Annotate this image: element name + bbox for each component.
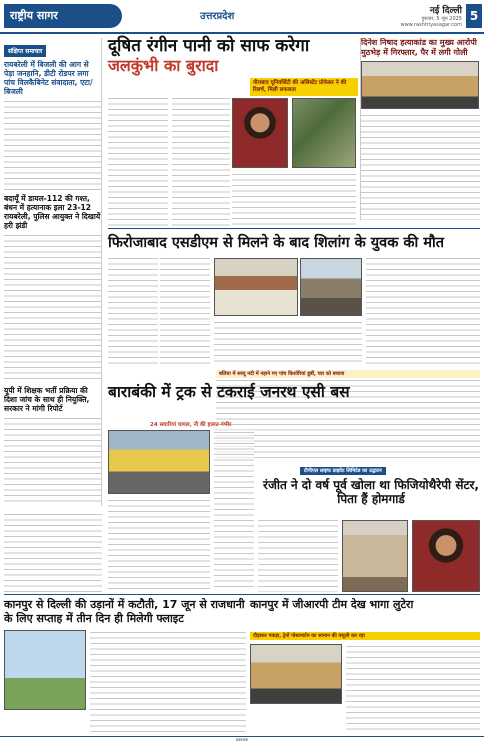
- kanpur-grp-body: [346, 644, 480, 732]
- bus-accident-photo: [108, 430, 210, 494]
- ranjit-headline: रंजीत ने दो वर्ष पूर्व खोला था फिजियोथैरेपी सेंटर, पिता हैं होमगार्ड: [263, 478, 479, 507]
- firozabad-headline: फिरोजाबाद एसडीएम से मिलने के बाद शिलांग के युवक की मौत: [108, 235, 445, 251]
- water-hyacinth-photo: [292, 98, 356, 168]
- left-story-1-headline: रायबरेली में बिजली की आग से पेड़ा जनहानि, डीटी रोडपर लगा पांच विलकैबिनेट संवादाता, एटा/बिजली: [4, 60, 93, 96]
- arrest-photo: [361, 61, 479, 109]
- barabanki-headline: बाराबंकी में ट्रक से टकराई जनरथ एसी बस: [108, 383, 350, 401]
- left-story-3-headline: यूपी में शिक्षक भर्ती प्रक्रिया की दिशा जांच के साथ ही नियुक्ति, सरकार ने मांगी रिपोर्ट: [4, 386, 90, 413]
- barabanki-body-col-2: [214, 430, 254, 590]
- kanpur-flights-body: [90, 630, 246, 732]
- firozabad-body-col-3: [214, 320, 362, 366]
- youth-photo: [300, 258, 362, 316]
- barabanki-subhead: 24 सवारियां घायल, नौ की हालत गंभीर: [150, 422, 232, 428]
- right-story-body: [361, 113, 480, 220]
- firozabad-body-col-1: [108, 256, 158, 366]
- section-title: उत्तरप्रदेश: [200, 11, 235, 22]
- left-story-2-body: [4, 233, 101, 383]
- firozabad-body-col-2: [160, 256, 210, 366]
- newspaper-brand: राष्ट्रीय सागर: [4, 4, 122, 28]
- masthead: [0, 0, 484, 34]
- ranjit-photo: [412, 520, 480, 592]
- edition-date: गुरुवार, 5 जून 2025: [421, 16, 462, 22]
- lead-headline-2: जलकुंभी का बुरादा: [108, 56, 219, 75]
- left-story-3-continued: [4, 512, 102, 592]
- page-footer: प्रकाशक: [0, 736, 484, 742]
- left-story-2-headline: बदायूँ में डायल-112 की गश्त, बंधन में हत्यानाक इला 23-12 रायबरेली, पुलिस आयुक्त ने दिखायें हरी झंडी: [4, 194, 101, 230]
- bottom-divider: [4, 594, 480, 595]
- left-story-3-body: [4, 416, 101, 506]
- firozabad-body-col-4: [366, 256, 480, 366]
- edition-city: नई दिल्ली: [429, 6, 462, 16]
- clinic-photo: [342, 520, 408, 592]
- grp-team-photo: [250, 644, 342, 704]
- kanpur-grp-headline: कानपुर में जीआरपी टीम देख भागा लुटेरा: [250, 598, 414, 611]
- website: www.rashtriyasagar.com: [400, 22, 462, 28]
- left-story-1-body: [4, 99, 101, 191]
- section-divider: [108, 228, 480, 229]
- page-number: 5: [466, 4, 482, 28]
- kanpur-grp-caption: दौड़ाकर पकड़ा, ट्रेनों पोस्टमार्टम का सामान की वसूली कर रहा: [250, 632, 480, 640]
- lead-headline-1: दूषित रंगीन पानी को साफ करेगा: [108, 36, 310, 56]
- ballia-headline-strip: बलिया में सरयू नदी में नहाने गए पांच किशोरियां डूबीं, चार को बचाया: [216, 370, 480, 378]
- left-column: [4, 38, 102, 506]
- kanpur-flights-headline: कानपुर से दिल्ली की उड़ानों में कटौती, 17 जून से राजधानी के लिए सप्ताह में तीन दिन ही मिलेगी फ्लाइट: [4, 598, 245, 625]
- lead-subhead: नौराबाद यूनिवर्सिटी की असिस्टेंट प्रोफेसर ने की रिसर्च, मिली सफलता: [250, 78, 358, 96]
- right-story-headline: दिनेश निषाद हत्याकांड का मुख्य आरोपी मुठभेड़ में गिरफ्तार, पैर में लगी गोली: [361, 38, 477, 57]
- ranjit-kicker: टीपीएल लाइफ प्राइवेट लिमिटेड का उद्घाटन: [300, 467, 386, 475]
- researcher-photo: [232, 98, 288, 168]
- airport-photo: [4, 630, 86, 710]
- right-column: [360, 38, 480, 220]
- lead-body-col-1: [108, 96, 168, 226]
- brief-news-tag: संक्षिप्त समाचार: [4, 45, 46, 57]
- ranjit-body-col-1: [258, 518, 338, 592]
- lead-body-col-3: [232, 172, 356, 226]
- lead-body-col-2: [172, 96, 230, 226]
- masthead-info: [401, 3, 463, 28]
- barabanki-body-col-1: [108, 498, 210, 590]
- sdm-meeting-photo: [214, 258, 298, 316]
